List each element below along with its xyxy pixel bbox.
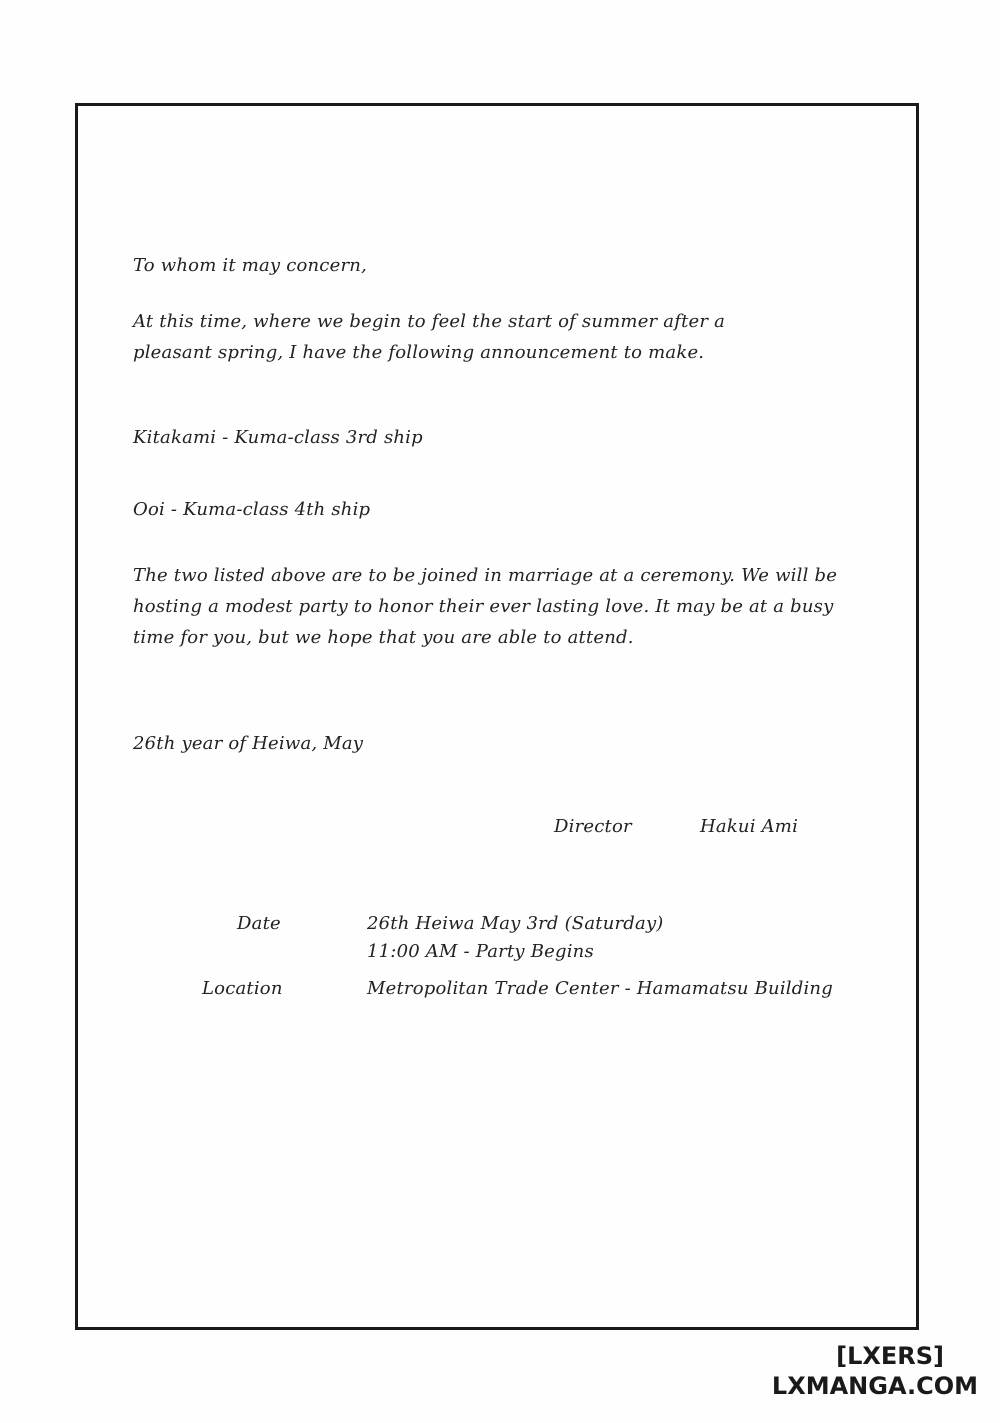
body-line-3: time for you, but we hope that you are able to attend. [133,627,634,648]
signer-title: Director [554,816,632,837]
intro-line-1: At this time, where we begin to feel the start of summer after a [133,311,726,332]
salutation: To whom it may concern, [133,255,367,276]
date-value: 26th Heiwa May 3rd (Saturday) [367,913,664,934]
time-value: 11:00 AM - Party Begins [367,941,594,962]
watermark-group-name: [LXERS] [836,1342,944,1370]
intro-line-2: pleasant spring, I have the following announcement to make. [133,342,705,363]
person-2: Ooi - Kuma-class 4th ship [133,499,371,520]
location-value: Metropolitan Trade Center - Hamamatsu Building [367,978,833,999]
letter-frame [75,103,919,1330]
body-line-1: The two listed above are to be joined in marriage at a ceremony. We will be [133,565,838,586]
person-1: Kitakami - Kuma-class 3rd ship [133,427,423,448]
location-label: Location [202,978,283,999]
signer-name: Hakui Ami [700,816,799,837]
date-line: 26th year of Heiwa, May [133,733,364,754]
date-label: Date [237,913,281,934]
body-line-2: hosting a modest party to honor their ever lasting love. It may be at a busy [133,596,834,617]
watermark-site: LXMANGA.COM [771,1372,978,1400]
